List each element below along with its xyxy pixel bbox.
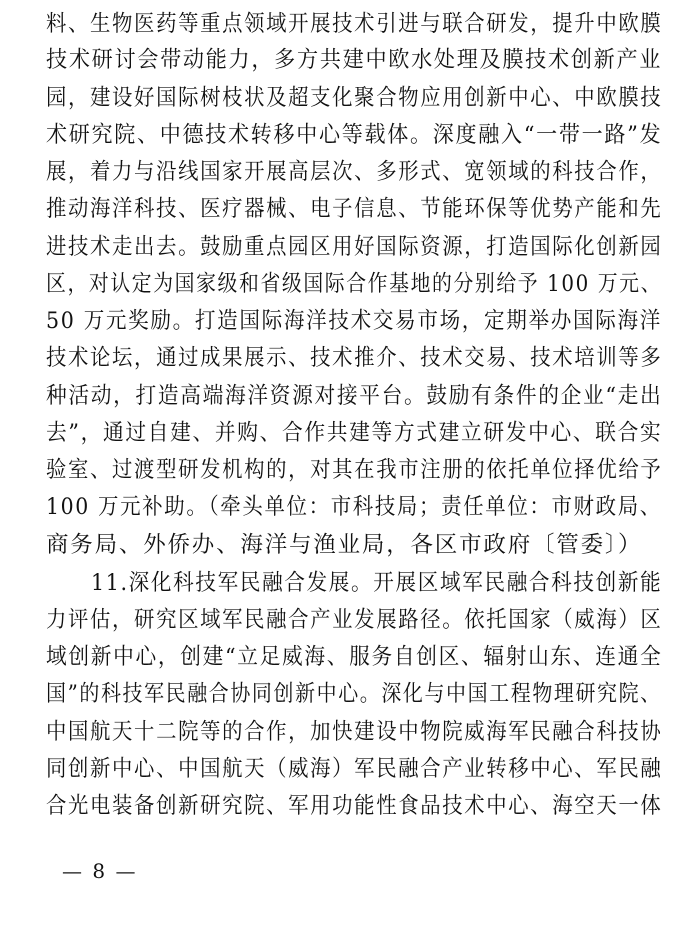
text-line: 料、生物医药等重点领域开展技术引进与联合研发，提升中欧膜 bbox=[46, 11, 663, 37]
page-number: — 8 — bbox=[62, 859, 138, 883]
text-line: 展，着力与沿线国家开展高层次、多形式、宽领域的科技合作， bbox=[46, 159, 663, 185]
text-line: 技术研讨会带动能力，多方共建中欧水处理及膜技术创新产业 bbox=[46, 47, 663, 73]
text-line: 推动海洋科技、医疗器械、电子信息、节能环保等优势产能和先 bbox=[46, 196, 663, 222]
text-line: 100 万元补助。（牵头单位：市科技局；责任单位：市财政局、 bbox=[46, 494, 662, 520]
text-line: 验室、过渡型研发机构的，对其在我市注册的依托单位择优给予 bbox=[46, 457, 663, 483]
text-line: 商务局、外侨办、海洋与渔业局，各区市政府〔管委〕） bbox=[46, 532, 643, 558]
text-line: 去”，通过自建、并购、合作共建等方式建立研发中心、联合实 bbox=[46, 420, 663, 446]
text-line: 域创新中心，创建“立足威海、服务自创区、辐射山东、连通全 bbox=[46, 644, 663, 670]
text-line: 园，建设好国际树枝状及超支化聚合物应用创新中心、中欧膜技 bbox=[46, 85, 663, 111]
text-line: 合光电装备创新研究院、军用功能性食品技术中心、海空天一体 bbox=[46, 793, 663, 819]
text-line: 区，对认定为国家级和省级国际合作基地的分别给予 100 万元、 bbox=[46, 271, 663, 297]
text-line: 力评估，研究区域军民融合产业发展路径。依托国家（威海）区 bbox=[46, 607, 663, 633]
text-line: 进技术走出去。鼓励重点园区用好国际资源，打造国际化创新园 bbox=[46, 234, 663, 260]
text-line: 术研究院、中德技术转移中心等载体。深度融入“一带一路”发 bbox=[46, 122, 663, 148]
text-line: 中国航天十二院等的合作，加快建设中物院威海军民融合科技协 bbox=[46, 719, 663, 745]
text-line: 50 万元奖励。打造国际海洋技术交易市场，定期举办国际海洋 bbox=[46, 308, 662, 334]
text-line: 技术论坛，通过成果展示、技术推介、技术交易、技术培训等多 bbox=[46, 345, 663, 371]
section-heading-line: 11.深化科技军民融合发展。开展区域军民融合科技创新能 bbox=[91, 570, 663, 596]
text-line: 种活动，打造高端海洋资源对接平台。鼓励有条件的企业“走出 bbox=[46, 383, 663, 409]
text-line: 同创新中心、中国航天（威海）军民融合产业转移中心、军民融 bbox=[46, 756, 663, 782]
text-line: 国”的科技军民融合协同创新中心。深化与中国工程物理研究院、 bbox=[46, 681, 662, 707]
